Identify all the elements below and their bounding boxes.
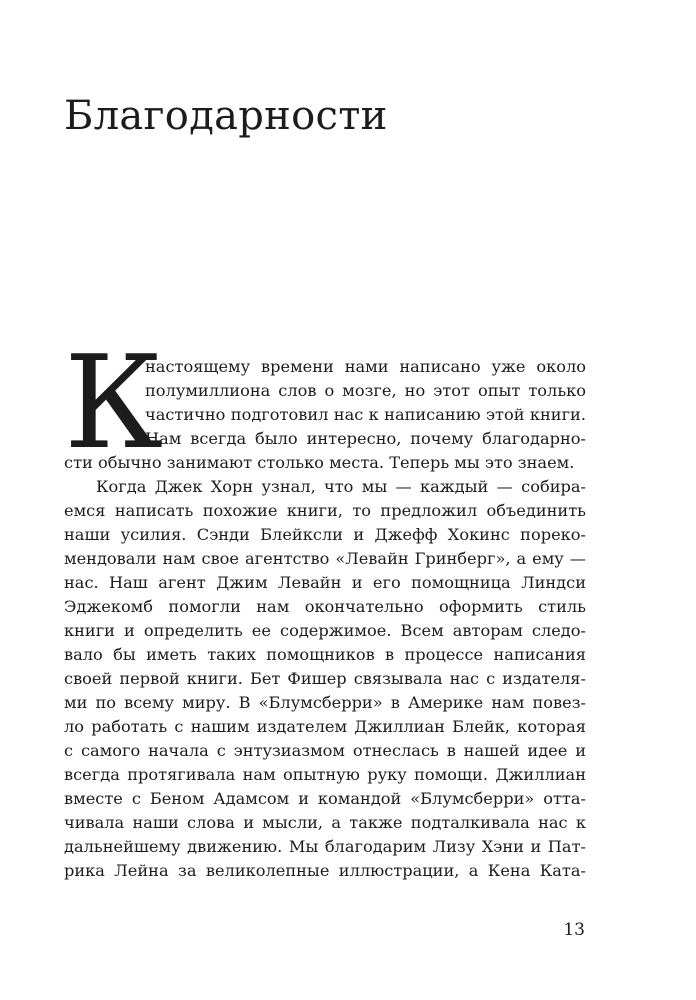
text-line: частично подготовил нас к написанию этой книги. xyxy=(145,405,586,424)
text-line: полумиллиона слов о мозге, но этот опыт только xyxy=(145,381,586,400)
text-line: ло работать с нашим издателем Джиллиан Блейк, которая xyxy=(64,717,586,736)
text-line: наши усилия. Сэнди Блейксли и Джефф Хокинс пореко- xyxy=(64,525,586,544)
paragraph-2 xyxy=(64,475,586,883)
text-line: с самого начала с энтузиазмом отнеслась в нашей идее и xyxy=(64,741,586,760)
text-line: ми по всему миру. В «Блумсберри» в Америке нам повез- xyxy=(64,693,586,712)
text-line: чивала наши слова и мысли, а также подталкивала нас к xyxy=(64,813,586,832)
text-line: рика Лейна за великолепные иллюстрации, а Кена Ката- xyxy=(64,861,586,880)
chapter-title: Благодарности xyxy=(64,93,388,139)
text-line: настоящему времени нами написано уже около xyxy=(145,357,586,376)
text-line: всегда протягивала нам опытную руку помощи. Джиллиан xyxy=(64,765,586,784)
text-line: книги и определить ее содержимое. Всем авторам следо- xyxy=(64,621,586,640)
drop-cap: К xyxy=(64,329,164,478)
text-line: дальнейшему движению. Мы благодарим Лизу Хэни и Пат- xyxy=(64,837,586,856)
text-line: сти обычно занимают столько места. Теперь мы это знаем. xyxy=(64,453,575,472)
text-line: Когда Джек Хорн узнал, что мы — каждый — собира- xyxy=(96,477,586,496)
text-line: вместе с Беном Адамсом и командой «Блумсберри» отта- xyxy=(64,789,586,808)
text-line: емся написать похожие книги, то предложил объединить xyxy=(64,501,586,520)
text-line: мендовали нам свое агентство «Левайн Гринберг», а ему — xyxy=(64,549,586,568)
page-number: 13 xyxy=(563,920,585,940)
text-line: нас. Наш агент Джим Левайн и его помощница Линдси xyxy=(64,573,586,592)
text-line: вало бы иметь таких помощников в процессе написания xyxy=(64,645,586,664)
text-line: своей первой книги. Бет Фишер связывала нас с издателя- xyxy=(64,669,586,688)
text-line: Эджекомб помогли нам окончательно оформить стиль xyxy=(64,597,586,616)
body-text xyxy=(64,329,586,883)
text-line: Нам всегда было интересно, почему благодарно- xyxy=(145,429,586,448)
